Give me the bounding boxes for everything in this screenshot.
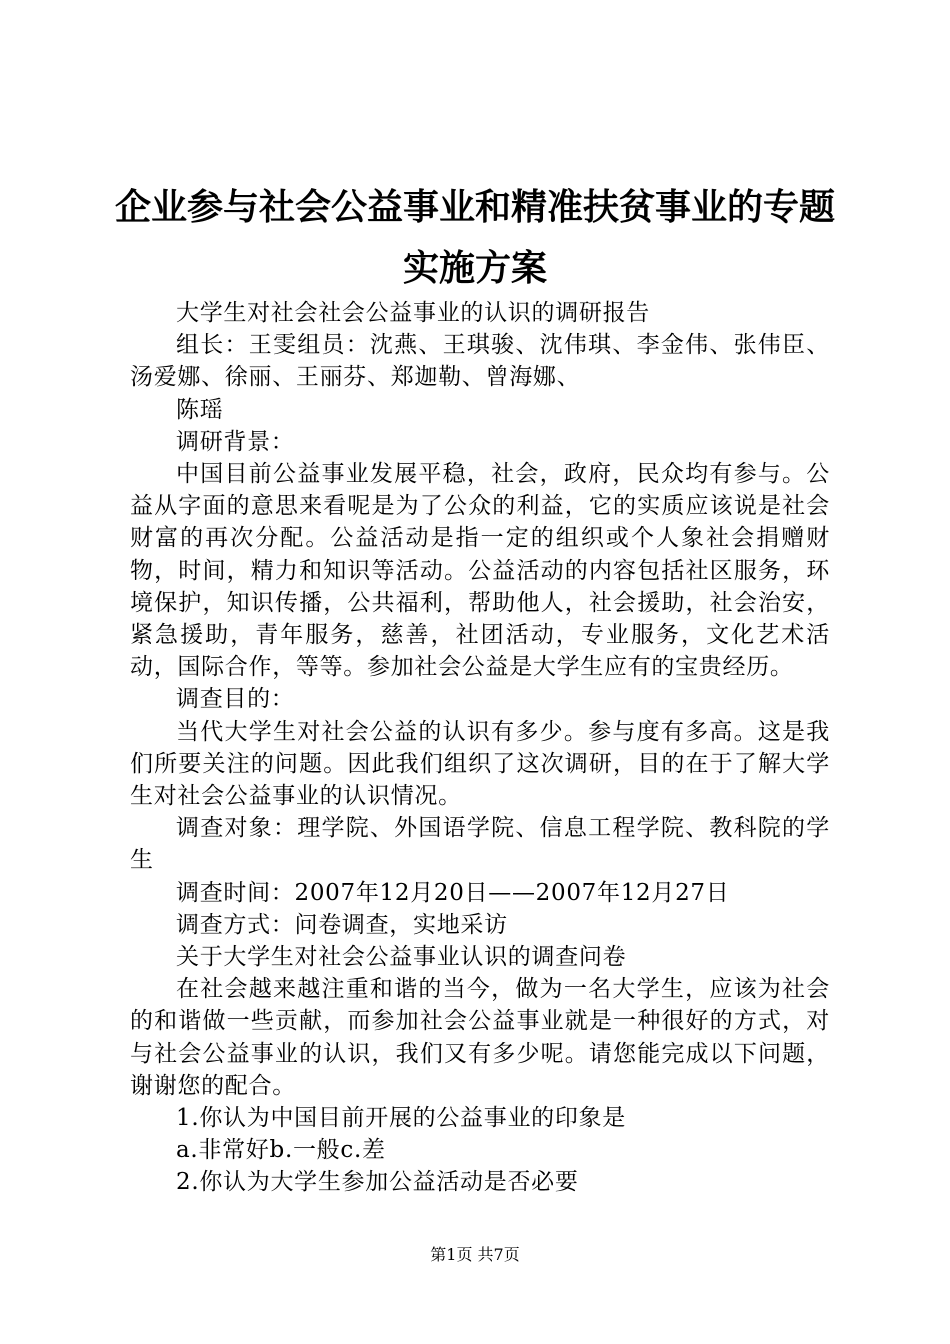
survey-subjects: 调查对象：理学院、外国语学院、信息工程学院、教科院的学生 (130, 815, 830, 874)
section-heading-background: 调研背景： (176, 428, 295, 455)
page-footer: 第1页 共7页 (430, 1245, 520, 1264)
section-heading-purpose: 调查目的： (176, 686, 295, 713)
document-title-line-1: 企业参与社会公益事业和精准扶贫事业的专题 (114, 187, 835, 228)
purpose-paragraph: 当代大学生对社会公益的认识有多少。参与度有多高。这是我们所要关注的问题。因此我们组织了这次调研，目的在于了解大学生对社会公益事业的认识情况。 (130, 718, 830, 810)
document-body (130, 297, 830, 1199)
survey-time: 调查时间：2007年12月20日——2007年12月27日 (176, 879, 730, 906)
team-members-continued: 陈瑶 (176, 396, 224, 423)
survey-method: 调查方式：问卷调查，实地采访 (176, 911, 508, 938)
report-heading: 大学生对社会社会公益事业的认识的调研报告 (176, 300, 650, 326)
question-2: 2.你认为大学生参加公益活动是否必要 (176, 1169, 579, 1196)
question-1-options: a.非常好b.一般c.差 (176, 1137, 386, 1164)
background-paragraph: 中国目前公益事业发展平稳，社会，政府，民众均有参与。公益从字面的意思来看呢是为了公众的利益，它的实质应该说是社会财富的再次分配。公益活动是指一定的组织或个人象社会捐赠财物，时间，精力和知识等活动。公益活动的内容包括社区服务，环境保护，知识传播，公共福利，帮助他人，社会援助，社会治安，紧急援助，青年服务，慈善，社团活动，专业服务，文化艺术活动，国际合作，等等。参加社会公益是大学生应有的宝贵经历。 (130, 461, 830, 681)
team-members: 组长：王雯组员：沈燕、王琪骏、沈伟琪、李金伟、张伟臣、汤爱娜、徐丽、王丽芬、郑迦勒、曾海娜、 (130, 332, 830, 391)
document-title-line-2: 实施方案 (402, 248, 547, 289)
questionnaire-intro: 在社会越来越注重和谐的当今，做为一名大学生，应该为社会的和谐做一些贡献，而参加社会公益事业就是一种很好的方式，对与社会公益事业的认识，我们又有多少呢。请您能完成以下问题，谢谢您的配合。 (130, 976, 830, 1099)
questionnaire-title: 关于大学生对社会公益事业认识的调查问卷 (176, 944, 627, 971)
question-1: 1.你认为中国目前开展的公益事业的印象是 (176, 1105, 626, 1132)
